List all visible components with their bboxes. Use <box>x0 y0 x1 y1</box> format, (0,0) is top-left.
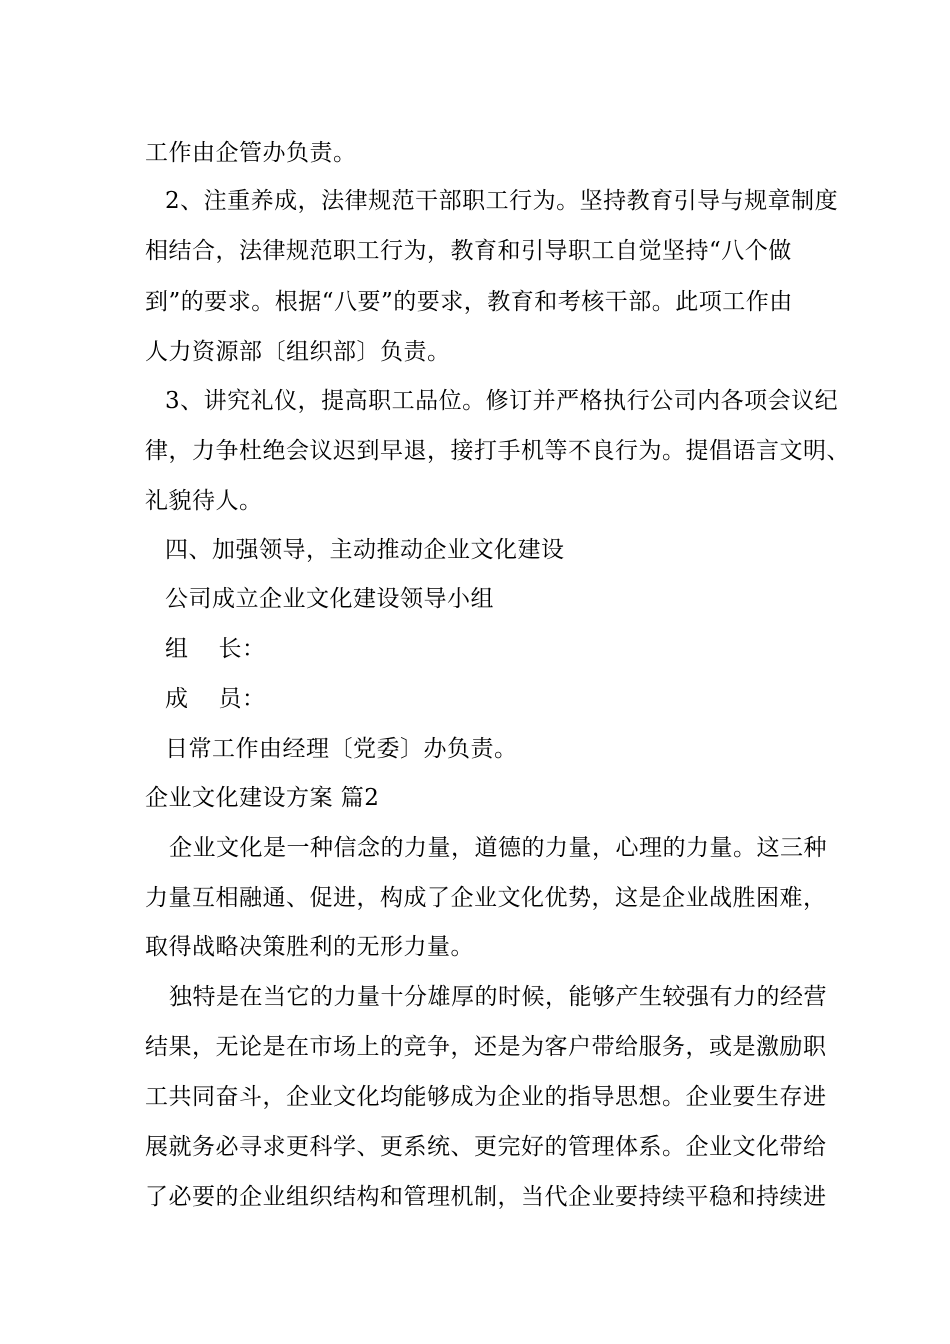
paragraph-line: 2、注重养成，法律规范干部职工行为。坚持教育引导与规章制度 <box>165 188 839 214</box>
paragraph-line: 工作由企管办负责。 <box>145 140 357 166</box>
paragraph-line: 了必要的企业组织结构和管理机制，当代企业要持续平稳和持续进 <box>145 1184 827 1210</box>
paragraph-line: 3、讲究礼仪，提高职工品位。修订并严格执行公司内各项会议纪 <box>165 388 839 414</box>
section-title: 企业文化建设方案 篇2 <box>145 785 380 811</box>
paragraph-line: 取得战略决策胜利的无形力量。 <box>145 934 474 960</box>
paragraph-line: 公司成立企业文化建设领导小组 <box>165 586 494 612</box>
leader-label-line <box>165 634 266 664</box>
member-label-char: 成 <box>165 686 189 712</box>
leader-label-rest: 长： <box>218 636 266 662</box>
leader-label-char: 组 <box>165 636 189 662</box>
paragraph-line: 相结合，法律规范职工行为，教育和引导职工自觉坚持“八个做 <box>145 238 792 264</box>
paragraph-line: 到”的要求。根据“八要”的要求，教育和考核干部。此项工作由 <box>145 289 793 315</box>
member-label-rest: 员： <box>218 686 266 712</box>
paragraph-line: 企业文化是一种信念的力量，道德的力量，心理的力量。这三种 <box>169 835 827 861</box>
paragraph-line: 人力资源部〔组织部〕负责。 <box>145 339 451 365</box>
paragraph-line: 工共同奋斗，企业文化均能够成为企业的指导思想。企业要生存进 <box>145 1084 827 1110</box>
paragraph-line: 独特是在当它的力量十分雄厚的时候，能够产生较强有力的经营 <box>169 984 827 1010</box>
paragraph-line: 结果，无论是在市场上的竞争，还是为客户带给服务，或是激励职 <box>145 1034 827 1060</box>
paragraph-line: 展就务必寻求更科学、更系统、更完好的管理体系。企业文化带给 <box>145 1134 827 1160</box>
section-heading: 四、加强领导，主动推动企业文化建设 <box>165 537 565 563</box>
paragraph-line: 律，力争杜绝会议迟到早退，接打手机等不良行为。提倡语言文明、 <box>145 438 850 464</box>
member-label-line <box>165 684 266 714</box>
paragraph-line: 日常工作由经理〔党委〕办负责。 <box>165 736 518 762</box>
paragraph-line: 礼貌待人。 <box>145 488 263 514</box>
paragraph-line: 力量互相融通、促进，构成了企业文化优势，这是企业战胜困难， <box>145 885 827 911</box>
